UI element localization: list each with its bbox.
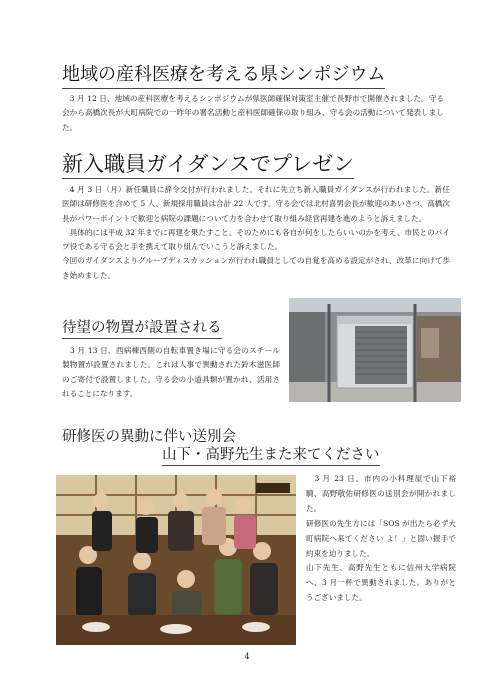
paragraph: 具体的には平成 32 年までに再建を果たすこと。そのためにも各自が何をしたらいいのかを考え、市民とのパイプ役である守る会と手を携えて取り組んでいこうと訴えました。: [62, 227, 450, 252]
storage-shed-photo: [289, 298, 461, 402]
section-title-farewell-line1: 研修医の異動に伴い送別会: [62, 429, 236, 445]
section-body-storage: [62, 344, 280, 401]
farewell-party-photo: [56, 475, 296, 645]
section-body-guidance: [62, 183, 450, 283]
paragraph: 3 月 12 日、地域の産科医療を考えるシンポジウムが県医師確保対策室主催で長野市で開催されました。守る会から高橋次長が大町病院での一昨年の署名活動と産科医師確保の取り組み、守る会の活動について発表しました。: [62, 94, 444, 132]
section-title-symposium: 地域の産科医療を考える県シンポジウム: [62, 62, 385, 89]
paragraph: 山下先生、高野先生ともに信州大学病院へ、3 月一杯で異動されました。ありがとうございました。: [306, 563, 456, 603]
section-title-farewell-line2: 山下・高野先生また来てください: [162, 446, 380, 466]
paragraph: 研修医の先生方には「SOS が出たら必ず大町病院へ来てください よ！」と固い握手で約束を迫りました。: [306, 518, 456, 558]
paragraph: 4 月 3 日（月）新任職員に辞令交付が行われました。それに先立ち新入職員ガイダンスが行われました。新任医師は研修医を含めて 5 人、新規採用職員は合計 22 人です。守る会では北村喜男会長が歓迎のあいさつ、高橋次長がパワーポイントで歓迎と病院の課題について力を合わせて取り組み経営再建を進めようと訴えました。: [62, 185, 450, 223]
paragraph: 今回のガイダンスよりグループディスカッションが行われ職員としての自覚を高める設定がされ、改革に向けて歩き始めました。: [62, 256, 450, 280]
section-title-storage: 待望の物置が設置される: [62, 318, 222, 339]
section-title-guidance: 新入職員ガイダンスでプレゼン: [62, 150, 354, 179]
section-body-farewell: [306, 472, 456, 606]
paragraph: 3 月 23 日、市内の小料理屋で山下裕騎、高野敬佑研修医の送別会が開かれました。: [306, 474, 456, 513]
paragraph: 3 月 13 日、西病棟西側の自転車置き場に守る会のスチール製物置が設置されました。これは人事で異動された鈴木滋医師のご寄付で設置しました。守る会の小道具類が置かれ、活用されることになります。: [62, 346, 280, 398]
page-number: 4: [244, 652, 250, 661]
section-body-symposium: [62, 92, 444, 135]
